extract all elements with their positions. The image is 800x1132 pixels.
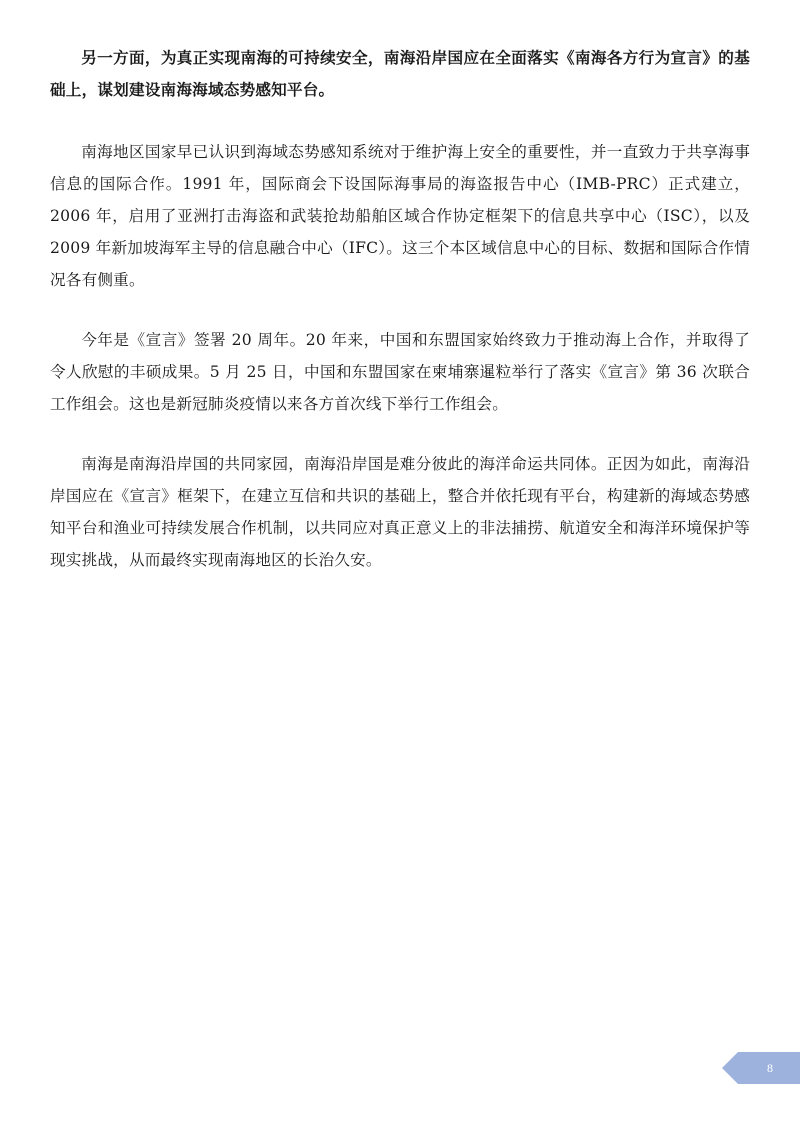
body-paragraph: 今年是《宣言》签署 20 周年。20 年来，中国和东盟国家始终致力于推动海上合作，并取得了令人欣慰的丰硕成果。5 月 25 日，中国和东盟国家在柬埔寨暹粒举行了落实《宣言》第 36 次联合工作组会。这也是新冠肺炎疫情以来各方首次线下举行工作组会。 [50, 331, 750, 413]
body-paragraph: 南海地区国家早已认识到海域态势感知系统对于维护海上安全的重要性，并一直致力于共享海事信息的国际合作。1991 年，国际商会下设国际海事局的海盗报告中心（IMB-PRC）正式建立，2006 年，启用了亚洲打击海盗和武装抢劫船舶区域合作协定框架下的信息共享中心（ISC），以及 2009 年新加坡海军主导的信息融合中心（IFC）。这三个本区域信息中心的目标、数据和国际合作情况各有侧重。 [50, 143, 750, 289]
lead-paragraph: 另一方面，为真正实现南海的可持续安全，南海沿岸国应在全面落实《南海各方行为宣言》的基础上，谋划建设南海海域态势感知平台。 [50, 48, 750, 99]
page-number-tab [722, 1052, 800, 1084]
document-body [50, 42, 750, 604]
body-paragraph: 南海是南海沿岸国的共同家园，南海沿岸国是难分彼此的海洋命运共同体。正因为如此，南海沿岸国应在《宣言》框架下，在建立互信和共识的基础上，整合并依托现有平台，构建新的海域态势感知平台和渔业可持续发展合作机制，以共同应对真正意义上的非法捕捞、航道安全和海洋环境保护等现实挑战，从而最终实现南海地区的长治久安。 [50, 455, 750, 569]
page-number: 8 [767, 1061, 773, 1075]
